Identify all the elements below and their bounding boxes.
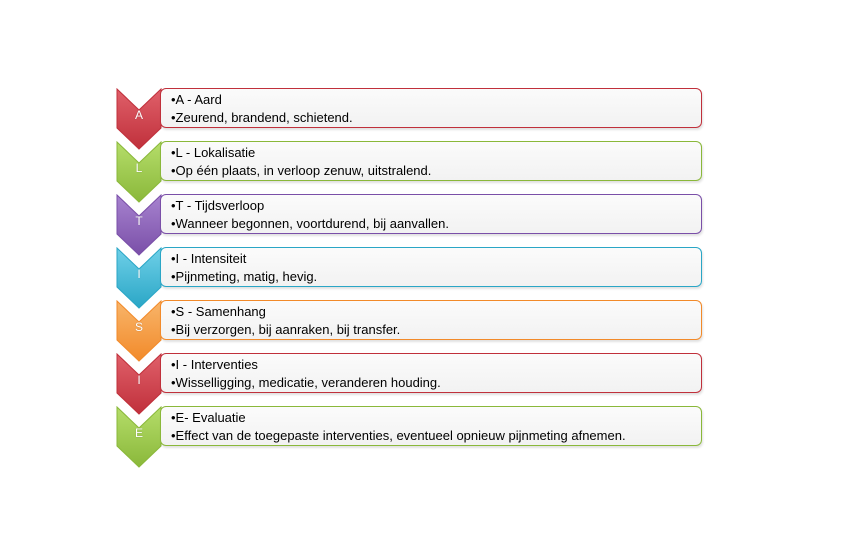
row-detail: •Wisselligging, medicatie, veranderen houding. <box>171 375 441 390</box>
chevron-letter: T <box>135 214 143 228</box>
chevron-letter: S <box>134 320 143 334</box>
text-box <box>160 141 702 181</box>
row-i2 <box>116 353 706 413</box>
row-detail: •Pijnmeting, matig, hevig. <box>171 269 318 284</box>
chevron-letter: I <box>137 373 141 387</box>
text-box <box>160 88 702 128</box>
chevron-letter: E <box>134 426 143 440</box>
row-detail: •Effect van de toegepaste interventies, eventueel opnieuw pijnmeting afnemen. <box>171 428 626 443</box>
row-detail: •Zeurend, brandend, schietend. <box>171 110 353 125</box>
row-s <box>116 300 706 360</box>
chevron-letter: A <box>134 108 143 122</box>
row-e <box>116 406 706 466</box>
chevron-letter: L <box>135 161 143 175</box>
row-i <box>116 247 706 307</box>
row-detail: •Wanneer begonnen, voortdurend, bij aanvallen. <box>171 216 449 231</box>
row-title: •L - Lokalisatie <box>171 145 256 160</box>
row-a <box>116 88 706 148</box>
row-title: •I - Intensiteit <box>171 251 247 266</box>
text-box <box>160 247 702 287</box>
text-box <box>160 406 702 446</box>
row-l <box>116 141 706 201</box>
row-title: •S - Samenhang <box>171 304 266 319</box>
row-title: •A - Aard <box>171 92 222 107</box>
row-title: •I - Interventies <box>171 357 258 372</box>
row-t <box>116 194 706 254</box>
text-box <box>160 194 702 234</box>
text-box <box>160 300 702 340</box>
text-box <box>160 353 702 393</box>
chevron-letter: I <box>137 267 141 281</box>
row-detail: •Bij verzorgen, bij aanraken, bij transfer. <box>171 322 401 337</box>
row-title: •E- Evaluatie <box>171 410 246 425</box>
row-title: •T - Tijdsverloop <box>171 198 265 213</box>
row-detail: •Op één plaats, in verloop zenuw, uitstralend. <box>171 163 432 178</box>
